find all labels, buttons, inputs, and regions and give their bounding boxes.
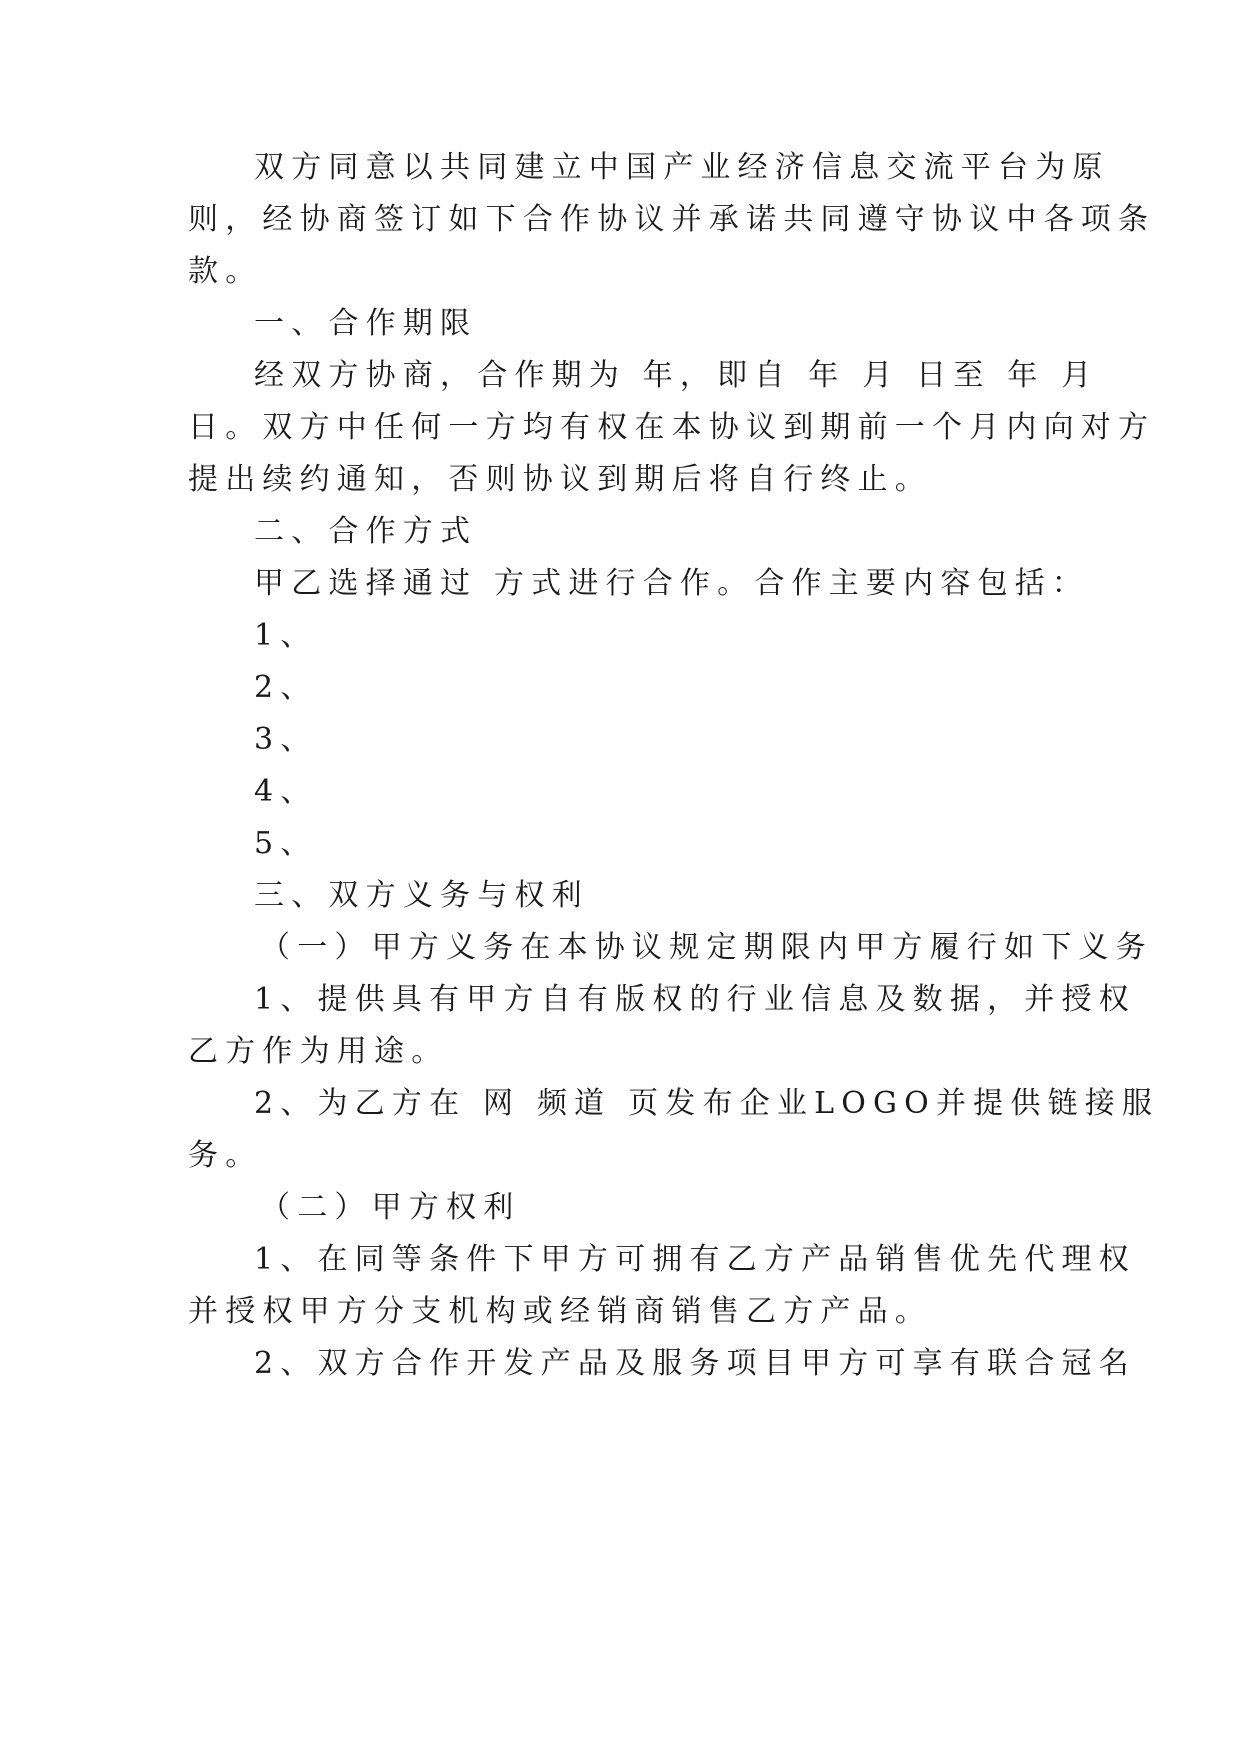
party-a-right-1-line-2: 并授权甲方分支机构或经销商销售乙方产品。	[188, 1294, 932, 1329]
party-a-duty-2-line-1: 2、为乙方在 网 频道 页发布企业LOGO并提供链接服	[254, 1086, 1160, 1121]
list-item-4: 4、	[254, 774, 318, 809]
subsection-heading-party-a-duties: （一）甲方义务在本协议规定期限内甲方履行如下义务	[260, 930, 1153, 965]
party-a-right-1-line-1: 1、在同等条件下甲方可拥有乙方产品销售优先代理权	[254, 1242, 1136, 1277]
section-heading-term: 一、合作期限	[254, 306, 478, 341]
paragraph-method-line-1: 甲乙选择通过 方式进行合作。合作主要内容包括：	[254, 566, 1090, 601]
paragraph-intro-line-3: 款。	[188, 254, 263, 289]
paragraph-term-line-1: 经双方协商，合作期为 年，即自 年 月 日至 年 月	[254, 358, 1099, 393]
section-heading-obligations: 三、双方义务与权利	[254, 878, 589, 913]
section-heading-method: 二、合作方式	[254, 514, 478, 549]
paragraph-intro-line-2: 则，经协商签订如下合作协议并承诺共同遵守协议中各项条	[188, 202, 1156, 237]
party-a-duty-1-line-2: 乙方作为用途。	[188, 1034, 449, 1069]
paragraph-intro-line-1: 双方同意以共同建立中国产业经济信息交流平台为原	[254, 150, 1110, 185]
list-item-2: 2、	[254, 670, 318, 705]
subsection-heading-party-a-rights: （二）甲方权利	[260, 1190, 521, 1225]
paragraph-term-line-2: 日。双方中任何一方均有权在本协议到期前一个月内向对方	[188, 410, 1156, 445]
paragraph-term-line-3: 提出续约通知，否则协议到期后将自行终止。	[188, 462, 932, 497]
list-item-3: 3、	[254, 722, 318, 757]
party-a-right-2-line-1: 2、双方合作开发产品及服务项目甲方可享有联合冠名	[254, 1346, 1136, 1381]
party-a-duty-2-line-2: 务。	[188, 1138, 263, 1173]
list-item-5: 5、	[254, 826, 318, 861]
party-a-duty-1-line-1: 1、提供具有甲方自有版权的行业信息及数据，并授权	[254, 982, 1136, 1017]
list-item-1: 1、	[254, 618, 318, 653]
